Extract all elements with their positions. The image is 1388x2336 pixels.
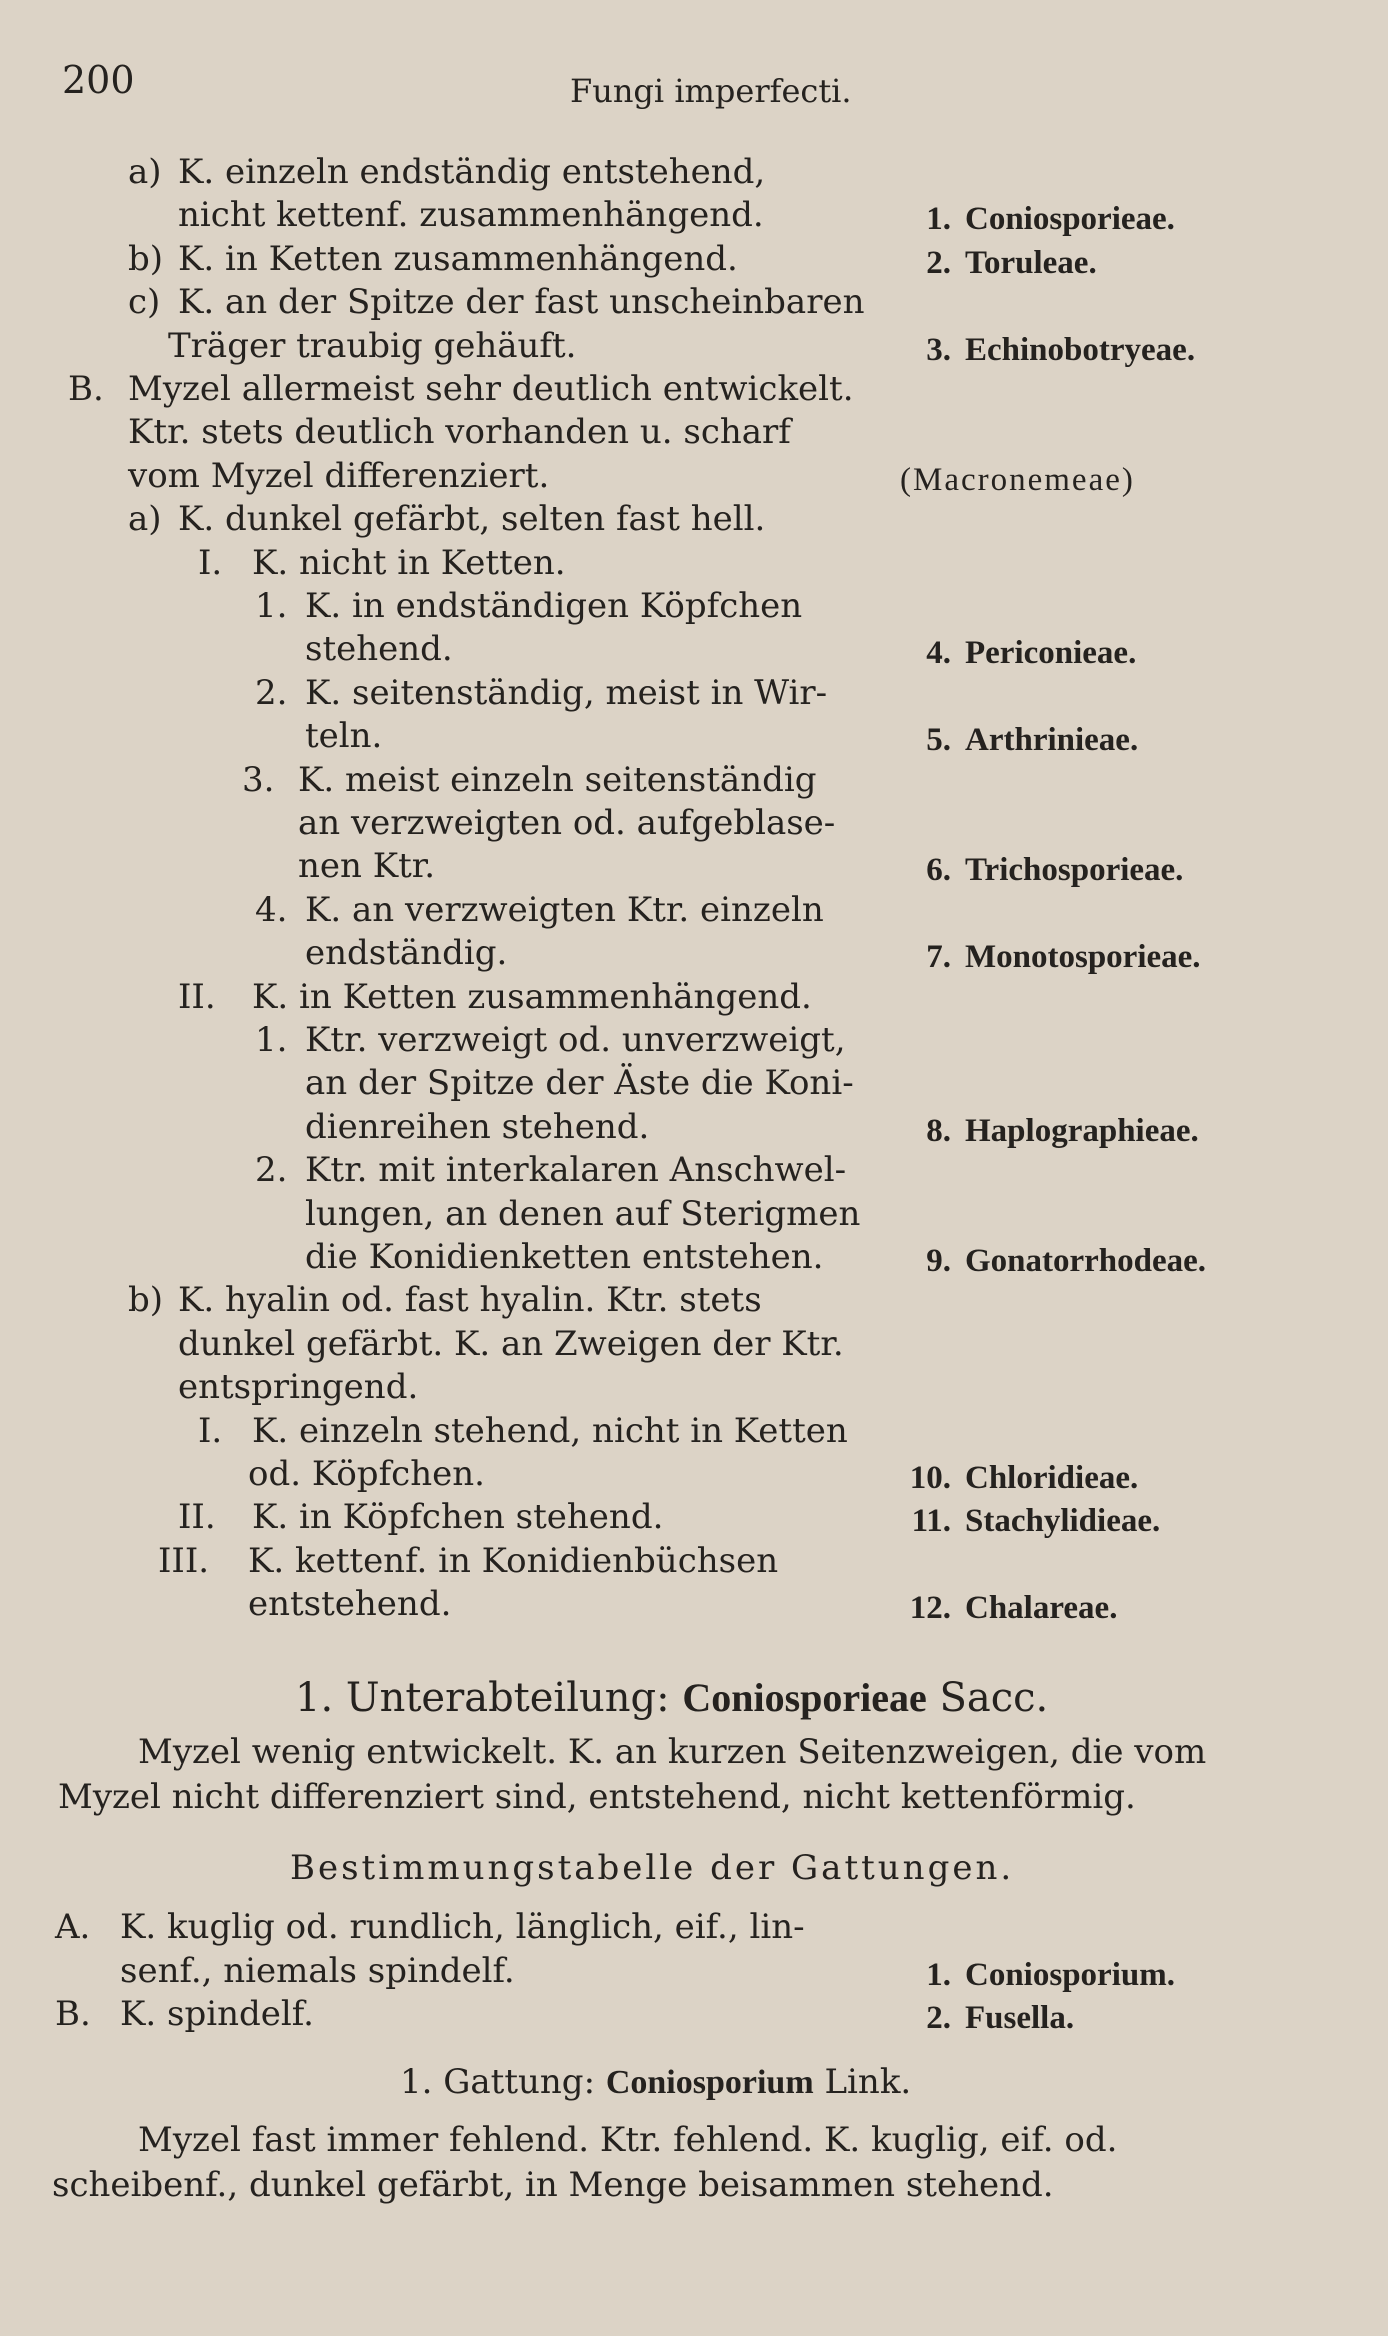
key-row xyxy=(0,1061,1388,1105)
genus-key-marker: B. xyxy=(55,1994,91,2034)
key-text: Ktr. mit interkalaren Anschwel- xyxy=(305,1150,847,1191)
key-marker: I. xyxy=(198,1410,223,1451)
genus-key-row xyxy=(0,1992,1388,2036)
key-taxon-name: Chloridieae. xyxy=(965,1460,1139,1496)
key-taxon-number: 8. xyxy=(926,1112,951,1149)
key-marker: 2. xyxy=(255,1150,288,1191)
key-text: K. hyalin od. fast hyalin. Ktr. stets xyxy=(178,1280,762,1321)
key-text: K. einzeln stehend, nicht in Ketten xyxy=(252,1410,848,1451)
genus-key-taxon-name: Coniosporium. xyxy=(965,1956,1175,1993)
key-row xyxy=(0,1365,1388,1409)
key-taxon xyxy=(895,1499,1160,1543)
key-row xyxy=(0,671,1388,715)
key-taxon-number: 3. xyxy=(926,331,951,368)
key-text: dienreihen stehend. xyxy=(305,1106,650,1147)
key-text: K. in endständigen Köpfchen xyxy=(305,586,803,626)
key-taxon xyxy=(895,241,1097,285)
key-taxon xyxy=(895,1586,1117,1630)
key-row xyxy=(0,1192,1388,1236)
key-taxon-number: 4. xyxy=(926,635,951,672)
key-marker: 4. xyxy=(255,889,288,930)
key-row xyxy=(0,844,1388,888)
key-text: vom Myzel differenziert. xyxy=(128,455,550,496)
key-row xyxy=(0,410,1388,454)
genus-key-row xyxy=(0,1905,1388,1949)
key-taxon xyxy=(895,1109,1199,1153)
genus-key-taxon xyxy=(895,1953,1175,1997)
key-taxon-name: Haplographieae. xyxy=(965,1112,1199,1149)
key-text: Myzel allermeist sehr deutlich entwickelt. xyxy=(128,369,854,409)
key-row xyxy=(0,1322,1388,1366)
genus-key-taxon-number: 2. xyxy=(926,2000,951,2036)
key-row xyxy=(0,1105,1388,1149)
key-row xyxy=(0,584,1388,628)
key-row xyxy=(0,1278,1388,1322)
key-text: entstehend. xyxy=(248,1584,452,1625)
key-text: Ktr. verzweigt od. unverzweigt, xyxy=(305,1020,846,1060)
key-taxon-number: 2. xyxy=(926,244,951,281)
key-taxon xyxy=(900,458,1135,502)
key-text: K. meist einzeln seitenständig xyxy=(298,759,817,800)
key-text: K. in Ketten zusammenhängend. xyxy=(252,976,812,1017)
key-text: entspringend. xyxy=(178,1367,419,1408)
genus-key-taxon-name: Fusella. xyxy=(965,2000,1075,2036)
section-heading: 1. Unterabteilung: Coniosporieae Sacc. xyxy=(295,1675,1049,1721)
key-taxon-name: Toruleae. xyxy=(965,244,1097,281)
key-text: an der Spitze der Äste die Koni- xyxy=(305,1063,854,1104)
key-row xyxy=(0,758,1388,802)
key-text: stehend. xyxy=(305,629,453,670)
key-marker: a) xyxy=(128,152,162,192)
key-taxon-name: Stachylidieae. xyxy=(965,1503,1161,1540)
key-taxon-name: Echinobotryeae. xyxy=(965,331,1196,368)
key-text: K. an der Spitze der fast unscheinbaren xyxy=(178,282,865,323)
key-text: lungen, an denen auf Sterigmen xyxy=(305,1193,861,1234)
key-row xyxy=(0,541,1388,585)
key-marker: b) xyxy=(128,238,164,279)
section-paragraph-line-1: Myzel wenig entwickelt. K. an kurzen Seitenzweigen, die vom xyxy=(138,1732,1207,1772)
key-taxon-name: Gonatorrhodeae. xyxy=(965,1243,1207,1279)
key-row xyxy=(0,237,1388,281)
key-marker: 2. xyxy=(255,672,288,713)
key-taxon xyxy=(895,935,1201,979)
key-text: teln. xyxy=(305,716,383,757)
key-marker: c) xyxy=(128,282,161,323)
genus-paragraph-line-2: scheibenf., dunkel gefärbt, in Menge beisammen stehend. xyxy=(52,2165,1054,2205)
page-number: 200 xyxy=(62,58,135,102)
key-text: od. Köpfchen. xyxy=(248,1454,485,1494)
key-taxon xyxy=(895,631,1136,675)
key-row xyxy=(0,714,1388,758)
key-taxon-number: 12. xyxy=(909,1590,951,1627)
key-marker: 1. xyxy=(255,586,288,626)
key-row xyxy=(0,150,1388,194)
key-taxon xyxy=(895,718,1138,762)
key-text: die Konidienketten entstehen. xyxy=(305,1237,824,1277)
key-row xyxy=(0,280,1388,324)
key-text: K. in Ketten zusammenhängend. xyxy=(178,238,738,279)
key-row xyxy=(0,1409,1388,1453)
key-taxon-name: Chalareae. xyxy=(965,1590,1118,1627)
genus-key-taxon-number: 1. xyxy=(926,1956,951,1993)
key-taxon-name: Coniosporieae. xyxy=(965,201,1175,238)
key-taxon-number: 10. xyxy=(909,1460,951,1496)
key-text: K. kettenf. in Konidienbüchsen xyxy=(248,1540,779,1581)
key-text: nen Ktr. xyxy=(298,846,436,887)
key-row xyxy=(0,975,1388,1019)
key-row xyxy=(0,1495,1388,1539)
key-row xyxy=(0,627,1388,671)
key-row xyxy=(0,497,1388,541)
genus-key-marker: A. xyxy=(55,1907,91,1947)
key-taxon xyxy=(895,197,1175,241)
running-title: Fungi imperfecti. xyxy=(570,72,852,110)
key-marker: II. xyxy=(178,1497,216,1538)
key-marker: III. xyxy=(158,1540,210,1581)
key-marker: b) xyxy=(128,1280,164,1321)
key-row xyxy=(0,1018,1388,1062)
key-text: K. dunkel gefärbt, selten fast hell. xyxy=(178,499,766,540)
key-marker: a) xyxy=(128,499,162,540)
key-text: endständig. xyxy=(305,933,508,974)
key-row xyxy=(0,1582,1388,1626)
key-row xyxy=(0,1235,1388,1279)
genus-key-taxon xyxy=(895,1996,1074,2040)
key-row xyxy=(0,801,1388,845)
key-taxon-name: Arthrinieae. xyxy=(965,722,1139,759)
key-text: dunkel gefärbt. K. an Zweigen der Ktr. xyxy=(178,1323,844,1364)
key-taxon xyxy=(895,328,1195,372)
key-taxon-name: (Macronemeae) xyxy=(900,461,1135,498)
key-taxon xyxy=(895,1239,1206,1283)
key-taxon-number: 7. xyxy=(926,939,951,976)
key-row xyxy=(0,888,1388,932)
key-text: K. seitenständig, meist in Wir- xyxy=(305,672,828,713)
key-marker: 1. xyxy=(255,1020,288,1060)
key-text: Ktr. stets deutlich vorhanden u. scharf xyxy=(128,412,791,453)
key-taxon xyxy=(895,1456,1138,1500)
key-taxon-number: 5. xyxy=(926,722,951,759)
key-row xyxy=(0,931,1388,975)
key-text: an verzweigten od. aufgeblase- xyxy=(298,803,836,843)
genus-key-row xyxy=(0,1949,1388,1993)
key-marker: I. xyxy=(198,542,223,583)
key-taxon-name: Monotosporieae. xyxy=(965,939,1201,976)
key-taxon-name: Trichosporieae. xyxy=(965,852,1184,889)
genus-table-title: Bestimmungstabelle der Gattungen. xyxy=(290,1848,1015,1888)
key-row xyxy=(0,324,1388,368)
key-taxon-name: Periconieae. xyxy=(965,635,1137,672)
key-taxon xyxy=(895,848,1183,892)
key-marker: II. xyxy=(178,976,216,1017)
key-text: K. einzeln endständig entstehend, xyxy=(178,152,766,192)
genus-heading: 1. Gattung: Coniosporium Link. xyxy=(400,2062,912,2102)
key-row xyxy=(0,1148,1388,1192)
key-text: nicht kettenf. zusammenhängend. xyxy=(178,195,764,236)
key-row xyxy=(0,454,1388,498)
key-marker: B. xyxy=(68,369,104,409)
genus-key-text: K. kuglig od. rundlich, länglich, eif., lin- xyxy=(120,1907,805,1947)
key-row xyxy=(0,1452,1388,1496)
section-paragraph-line-2: Myzel nicht differenziert sind, entstehend, nicht kettenförmig. xyxy=(58,1777,1136,1817)
genus-key-text: senf., niemals spindelf. xyxy=(120,1950,515,1991)
genus-paragraph-line-1: Myzel fast immer fehlend. Ktr. fehlend. K. kuglig, eif. od. xyxy=(138,2120,1118,2160)
key-taxon-number: 9. xyxy=(926,1243,951,1279)
key-text: K. an verzweigten Ktr. einzeln xyxy=(305,889,824,930)
key-text: K. nicht in Ketten. xyxy=(252,542,566,583)
key-taxon-number: 1. xyxy=(926,201,951,238)
key-text: Träger traubig gehäuft. xyxy=(168,325,577,366)
key-row xyxy=(0,367,1388,411)
genus-key-text: K. spindelf. xyxy=(120,1994,314,2034)
key-row xyxy=(0,193,1388,237)
key-marker: 3. xyxy=(242,759,275,800)
key-row xyxy=(0,1539,1388,1583)
key-taxon-number: 6. xyxy=(926,852,951,889)
key-taxon-number: 11. xyxy=(911,1503,951,1540)
key-text: K. in Köpfchen stehend. xyxy=(252,1497,664,1538)
